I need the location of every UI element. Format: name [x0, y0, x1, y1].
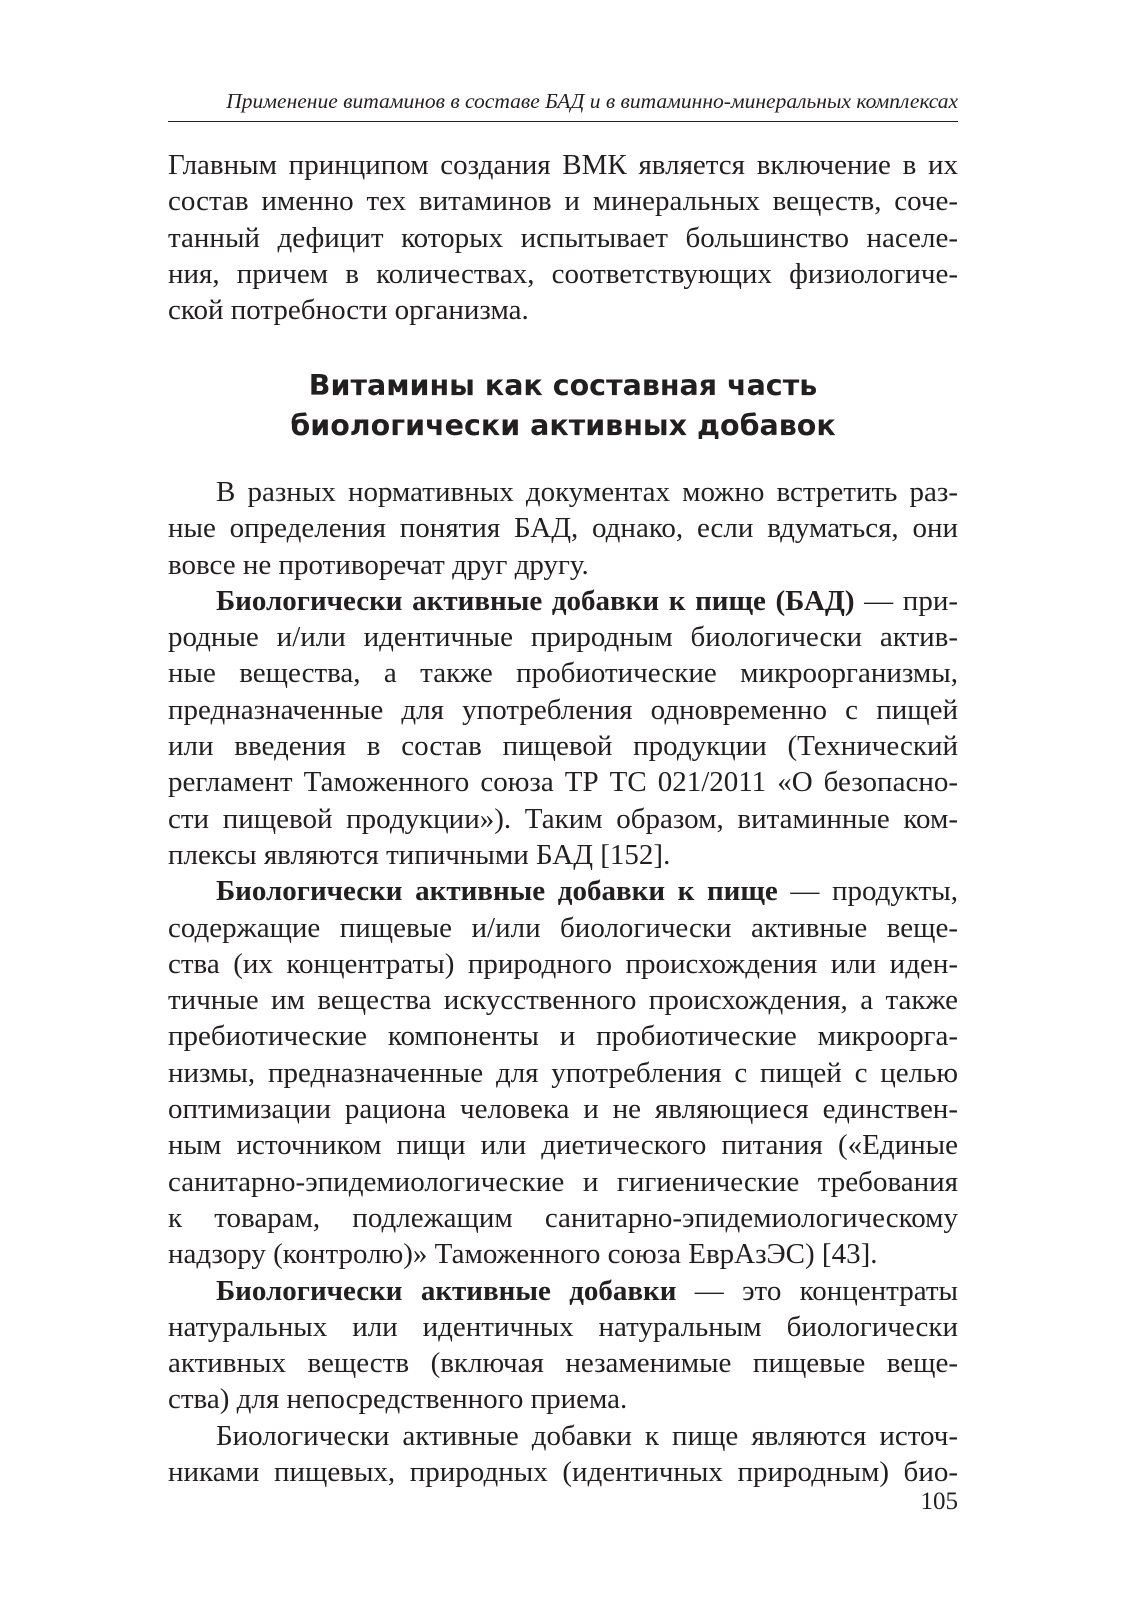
page-body	[168, 147, 958, 328]
paragraph-definition-2	[168, 873, 958, 1272]
running-header: Применение витаминов в составе БАД и в витаминно-минеральных комплексах	[226, 89, 958, 113]
paragraph-sources	[168, 1418, 958, 1491]
text-line: ные определения понятия БАД, однако, если вдуматься, они	[168, 512, 958, 545]
text-line	[168, 583, 958, 619]
text-line: ные вещества, а также пробиотические микроорганизмы,	[168, 657, 958, 690]
text-line: активных веществ (включая незаменимые пищевые веще-	[168, 1347, 958, 1380]
header-rule	[168, 121, 958, 122]
text-line: ской потребности организма.	[168, 294, 529, 327]
paragraph-definition-3	[168, 1273, 958, 1418]
text-line: или введения в состав пищевой продукции (Технический	[168, 730, 958, 763]
text-line: тичные им вещества искусственного происхождения, а также	[168, 984, 958, 1017]
text-line	[168, 1273, 958, 1309]
paragraph-definition-1	[168, 583, 958, 873]
text-line: ным источником пищи или диетического питания («Единые	[168, 1129, 958, 1162]
text-line: регламент Таможенного союза ТР ТС 021/2011 «О безопасно-	[168, 766, 958, 799]
section-heading-line-2: биологически активных добавок	[290, 409, 836, 442]
defined-term: Биологически активные добавки	[216, 1274, 677, 1307]
text-line: Главным принципом создания ВМК является включение в их	[168, 149, 958, 181]
text-line: никами пищевых, природных (идентичных природным) био-	[168, 1456, 958, 1489]
text-line: вовсе не противоречат друг другу.	[168, 548, 589, 581]
defined-term: Биологически активные добавки к пище (БАД)	[216, 584, 855, 617]
text-line	[168, 873, 958, 909]
text-line: ства (их концентраты) природного происхождения или иден-	[168, 947, 958, 980]
text-line: плексы являются типичными БАД [152].	[168, 838, 671, 871]
text-line: родные и/или идентичные природным биологически актив-	[168, 621, 958, 654]
text-line: ства) для непосредственного приема.	[168, 1383, 628, 1416]
text-line: к товарам, подлежащим санитарно-эпидемиологическому	[168, 1201, 958, 1234]
text-line: состав именно тех витаминов и минеральных веществ, соче-	[168, 185, 958, 218]
text-fragment: — это концентраты	[676, 1274, 958, 1307]
main-text	[168, 474, 958, 1490]
section-heading	[168, 366, 958, 446]
text-line: санитарно-эпидемиологические и гигиенические требования	[168, 1165, 958, 1198]
page-number: 105	[920, 1488, 958, 1515]
defined-term: Биологически активные добавки к пище	[216, 875, 778, 908]
text-line: низмы, предназначенные для употребления с пищей с целью	[168, 1056, 958, 1089]
text-fragment: — при-	[854, 584, 958, 617]
text-line: ния, причем в количествах, соответствующих физиологиче-	[168, 257, 958, 290]
text-line: Биологически активные добавки к пище являются источ-	[216, 1419, 958, 1452]
text-fragment: — продукты,	[777, 875, 959, 908]
section-heading-line-1: Витамины как составная часть	[308, 369, 818, 402]
text-line: надзору (контролю)» Таможенного союза ЕврАзЭС) [43].	[168, 1238, 878, 1271]
text-line: танный дефицит которых испытывает большинство населе-	[168, 221, 958, 254]
text-line: содержащие пищевые и/или биологически активные веще-	[168, 911, 958, 944]
text-line: предназначенные для употребления одновременно с пищей	[168, 693, 958, 726]
intro-paragraph	[168, 147, 958, 328]
paragraph-definitions-intro	[168, 474, 958, 583]
text-line: пребиотические компоненты и пробиотические микроорга-	[168, 1020, 958, 1053]
text-line: натуральных или идентичных натуральным биологически	[168, 1310, 958, 1343]
text-line: оптимизации рациона человека и не являющиеся единствен-	[168, 1093, 958, 1126]
text-line: В разных нормативных документах можно встретить раз-	[216, 476, 958, 508]
text-line: сти пищевой продукции»). Таким образом, витаминные ком-	[168, 802, 958, 835]
